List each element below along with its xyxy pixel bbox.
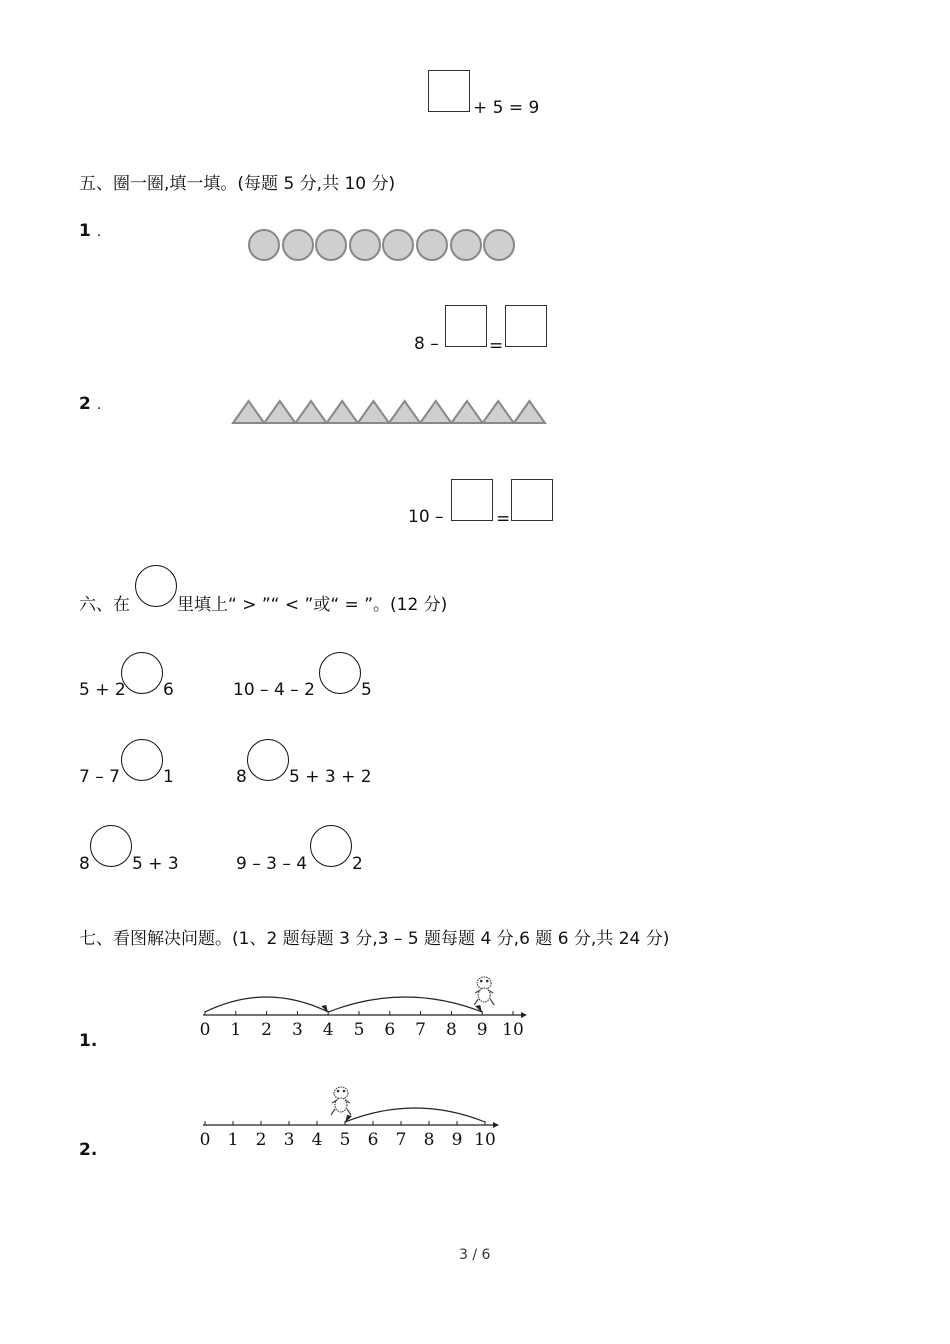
expr-right-b: 5	[361, 680, 372, 700]
tick-label: 6	[367, 1130, 379, 1150]
subtraction-lhs: 8 –	[414, 334, 439, 354]
frog-icon	[474, 977, 494, 1005]
page-number: 3 / 6	[459, 1247, 491, 1263]
answer-box[interactable]	[505, 305, 547, 347]
gray-triangle[interactable]	[389, 401, 420, 423]
tick-label: 5	[353, 1020, 365, 1040]
tick-label: 3	[291, 1020, 303, 1040]
expr-right-a: 10 – 4 – 2	[233, 680, 315, 700]
question-label: 1.	[79, 1031, 98, 1051]
compare-circle[interactable]	[319, 652, 361, 694]
tick-label: 10	[474, 1130, 496, 1150]
section5-title: 五、圈一圈,填一填。(每题 5 分,共 10 分)	[79, 174, 396, 194]
tick-label: 5	[339, 1130, 351, 1150]
gray-triangle[interactable]	[295, 401, 326, 423]
gray-circle[interactable]	[315, 229, 347, 261]
equals: =	[496, 509, 511, 529]
expr-left-a: 5 + 2	[79, 680, 126, 700]
compare-circle[interactable]	[310, 825, 352, 867]
gray-circle[interactable]	[382, 229, 414, 261]
jump-arc	[328, 997, 482, 1012]
gray-triangle[interactable]	[264, 401, 295, 423]
subtraction-lhs: 10 –	[408, 507, 444, 527]
expr-left-a: 7 – 7	[79, 767, 120, 787]
expr-right-b: 2	[352, 854, 363, 874]
answer-box[interactable]	[428, 70, 470, 112]
expr-right-a: 8	[236, 767, 247, 787]
tick-label: 6	[384, 1020, 396, 1040]
sample-circle	[135, 565, 177, 607]
jump-arc	[345, 1108, 485, 1122]
gray-circle[interactable]	[416, 229, 448, 261]
tick-label: 10	[502, 1020, 524, 1040]
axis-arrow	[521, 1012, 527, 1018]
tick-label: 8	[445, 1020, 457, 1040]
equals: =	[508, 98, 524, 118]
equals: =	[489, 336, 504, 356]
tick-label: 1	[227, 1130, 239, 1150]
tick-label: 3	[283, 1130, 295, 1150]
expr-left-b: 1	[163, 767, 174, 787]
question-label: 2.	[79, 1140, 98, 1160]
frog-icon	[331, 1087, 351, 1115]
gray-circle[interactable]	[248, 229, 280, 261]
operand: 5	[492, 98, 504, 118]
compare-circle[interactable]	[247, 739, 289, 781]
top-equation	[473, 98, 539, 118]
tick-label: 9	[451, 1130, 463, 1150]
tick-label: 8	[423, 1130, 435, 1150]
expr-left-b: 5 + 3	[132, 854, 179, 874]
result: 9	[528, 98, 540, 118]
tick-label: 4	[322, 1020, 334, 1040]
tick-label: 7	[415, 1020, 427, 1040]
gray-triangle[interactable]	[358, 401, 389, 423]
jump-arrowhead	[345, 1115, 352, 1123]
section6-title-post: 里填上“ > ”“ < ”或“ = ”。(12 分)	[177, 595, 448, 615]
gray-triangle[interactable]	[514, 401, 545, 423]
gray-circle[interactable]	[349, 229, 381, 261]
expr-right-b: 5 + 3 + 2	[289, 767, 372, 787]
jump-arrowhead	[475, 1005, 482, 1013]
number-line-2	[190, 1078, 520, 1158]
triangle-group	[230, 398, 550, 426]
tick-label: 2	[261, 1020, 273, 1040]
question-label: 2 .	[79, 394, 102, 414]
axis-arrow	[493, 1122, 499, 1128]
question-label: 1 .	[79, 221, 102, 241]
compare-circle[interactable]	[121, 652, 163, 694]
tick-label: 7	[395, 1130, 407, 1150]
answer-box[interactable]	[445, 305, 487, 347]
expr-left-b: 6	[163, 680, 174, 700]
gray-circle[interactable]	[450, 229, 482, 261]
answer-box[interactable]	[451, 479, 493, 521]
tick-label: 1	[230, 1020, 242, 1040]
tick-label: 0	[199, 1020, 211, 1040]
gray-triangle[interactable]	[451, 401, 482, 423]
gray-circle[interactable]	[282, 229, 314, 261]
jump-arc	[205, 997, 328, 1012]
section7-title: 七、看图解决问题。(1、2 题每题 3 分,3 – 5 题每题 4 分,6 题 6 分,共 24 分)	[79, 929, 670, 949]
tick-label: 0	[199, 1130, 211, 1150]
answer-box[interactable]	[511, 479, 553, 521]
tick-label: 4	[311, 1130, 323, 1150]
number-line-1	[190, 965, 550, 1045]
compare-circle[interactable]	[121, 739, 163, 781]
expr-left-a: 8	[79, 854, 90, 874]
tick-label: 9	[476, 1020, 488, 1040]
tick-label: 2	[255, 1130, 267, 1150]
gray-triangle[interactable]	[233, 401, 264, 423]
section6-title-pre: 六、在	[79, 595, 130, 615]
gray-triangle[interactable]	[420, 401, 451, 423]
gray-triangle[interactable]	[327, 401, 358, 423]
compare-circle[interactable]	[90, 825, 132, 867]
gray-circle[interactable]	[483, 229, 515, 261]
expr-right-a: 9 – 3 – 4	[236, 854, 308, 874]
op: +	[473, 98, 488, 118]
gray-triangle[interactable]	[483, 401, 514, 423]
